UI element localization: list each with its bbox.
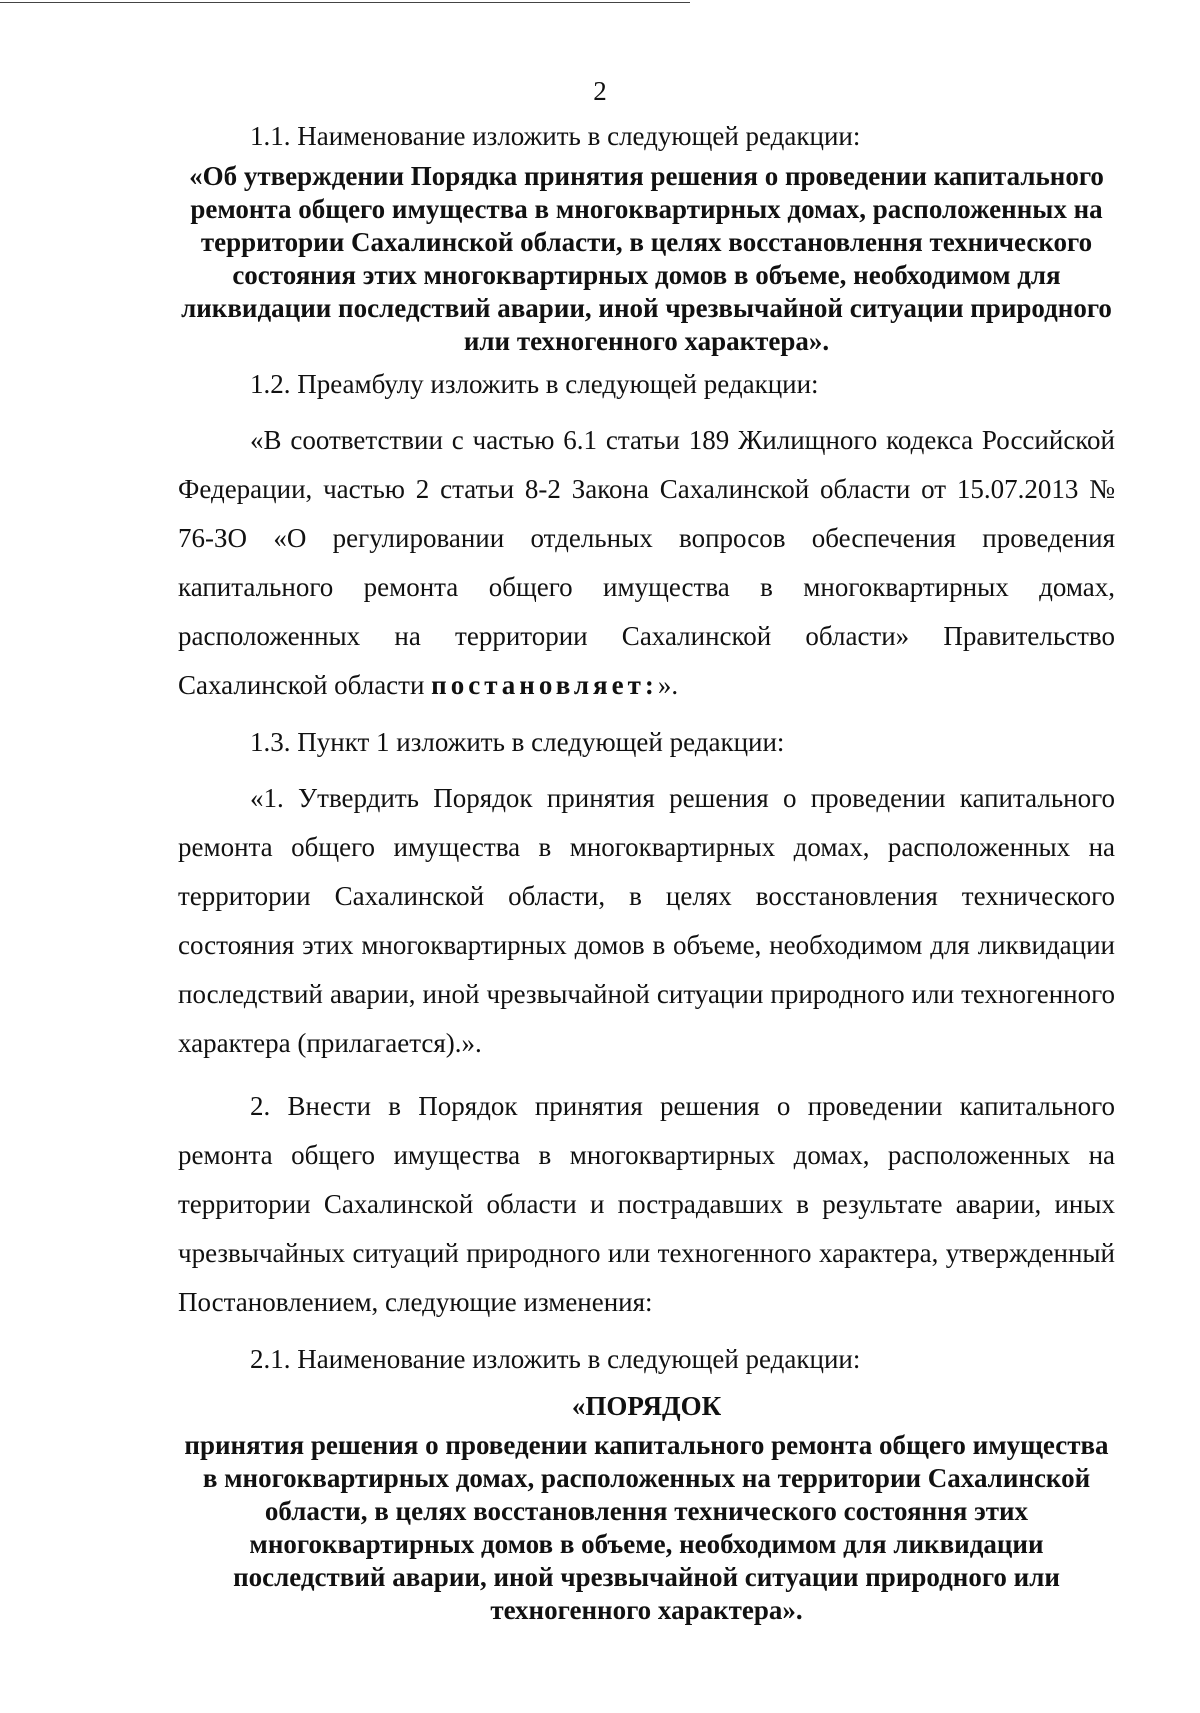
order-subtitle: принятия решения о проведении капитального ремонта общего имущества в многоквартирных домах, расположенных на территории Сахалинской области, в целях восстановлення технического состояння этих многоквартирных домов в объеме, необходимом для ликвидации последствий аварии, иной чрезвычайной ситуации природного или техногенного характера». — [184, 1430, 1109, 1625]
preamble-paragraph — [178, 416, 1115, 710]
title-1-1: «Об утверждении Порядка принятия решения о проведении капитального ремонта общего имущества в многоквартирных домах, расположенных на территории Сахалинской области, в целях восстановлення технического состояния этих многоквартирных домов в объеме, необходимом для ликвидации последствий аварии, иной чрезвычайной ситуации природного или техногенного характера». — [181, 161, 1112, 356]
preamble-emphasis: постановляет: — [431, 670, 658, 700]
item-1-2: 1.2. Преамбулу изложить в следующей редакции: — [250, 369, 819, 399]
scan-edge-line — [0, 2, 690, 3]
point-1-paragraph: «1. Утвердить Порядок принятия решения о проведении капитального ремонта общего имущества в многоквартирных домах, расположенных на территории Сахалинской области, в целях восстановления технического состояния этих многоквартирных домов в объеме, необходимом для ликвидации последствий аварии, иной чрезвычайной ситуации природного или техногенного характера (прилагается).». — [178, 783, 1115, 1058]
item-1-3: 1.3. Пункт 1 изложить в следующей редакции: — [250, 727, 785, 757]
document-body — [178, 118, 1115, 1635]
item-2-1: 2.1. Наименование изложить в следующей редакции: — [250, 1344, 861, 1374]
preamble-text: «В соответствии с частью 6.1 статьи 189 Жилищного кодекса Российской Федерации, частью 2 статьи 8-2 Закона Сахалинской области от 15.07.2013 № 76-ЗО «О регулировании отдельных вопросов обеспечения проведения капитального ремонта общего имущества в многоквартирных домах, расположенных на территории Сахалинской области» Правительство Сахалинской области — [178, 425, 1115, 700]
preamble-end: ». — [657, 670, 679, 700]
item-1-1: 1.1. Наименование изложить в следующей редакции: — [250, 121, 861, 151]
order-title: «ПОРЯДОК — [571, 1391, 722, 1421]
page-number: 2 — [593, 76, 607, 106]
item-2-paragraph: 2. Внести в Порядок принятия решения о проведении капитального ремонта общего имущества в многоквартирных домах, расположенных на территории Сахалинской области и пострадавших в результате аварии, иных чрезвычайных ситуаций природного или техногенного характера, утвержденный Постановлением, следующие изменения: — [178, 1091, 1115, 1317]
